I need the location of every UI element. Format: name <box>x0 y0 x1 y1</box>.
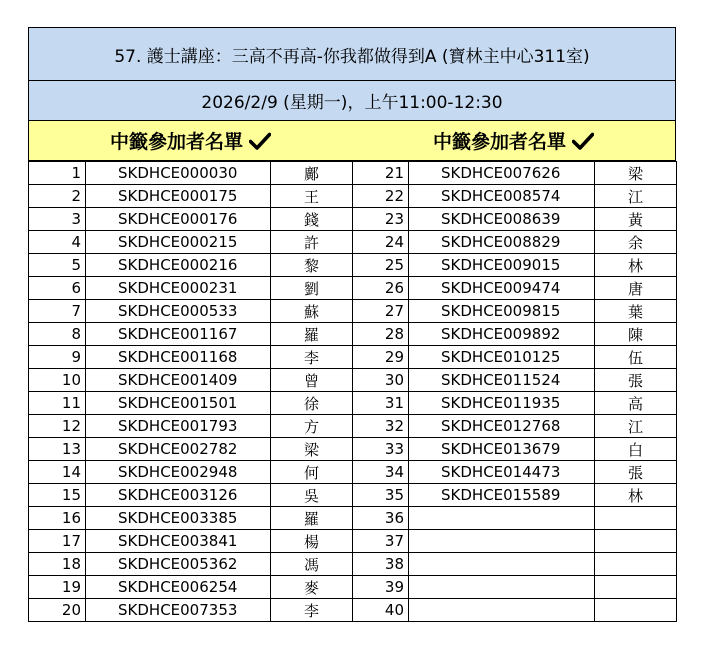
left-entry-number: 17 <box>29 530 86 553</box>
left-entry-id: SKDHCE001793 <box>86 415 271 438</box>
right-entry-surname: 陳 <box>595 323 677 346</box>
right-entry-surname: 林 <box>595 254 677 277</box>
left-entry-surname: 蘇 <box>271 300 353 323</box>
right-entry-surname: 江 <box>595 185 677 208</box>
left-entry-number: 10 <box>29 369 86 392</box>
right-entry-id: SKDHCE008574 <box>409 185 595 208</box>
table-row <box>29 323 677 346</box>
left-entry-number: 5 <box>29 254 86 277</box>
left-entry-number: 15 <box>29 484 86 507</box>
table-row <box>29 507 677 530</box>
left-list-header-label: 中籤參加者名單 <box>109 131 243 153</box>
right-entry-number: 35 <box>353 484 409 507</box>
left-entry-id: SKDHCE002782 <box>86 438 271 461</box>
left-entry-number: 8 <box>29 323 86 346</box>
checkmark-icon <box>249 132 271 150</box>
left-entry-surname: 梁 <box>271 438 353 461</box>
right-entry-id: SKDHCE014473 <box>409 461 595 484</box>
left-entry-id: SKDHCE000176 <box>86 208 271 231</box>
right-entry-id <box>409 530 595 553</box>
left-entry-id: SKDHCE003841 <box>86 530 271 553</box>
right-entry-number: 25 <box>353 254 409 277</box>
left-entry-number: 19 <box>29 576 86 599</box>
right-entry-surname: 唐 <box>595 277 677 300</box>
right-entry-surname: 林 <box>595 484 677 507</box>
right-entry-id <box>409 507 595 530</box>
left-entry-number: 14 <box>29 461 86 484</box>
left-entry-surname: 馮 <box>271 553 353 576</box>
table-row <box>29 599 677 622</box>
left-entry-id: SKDHCE003126 <box>86 484 271 507</box>
right-entry-number: 30 <box>353 369 409 392</box>
left-entry-surname: 劉 <box>271 277 353 300</box>
right-entry-surname: 余 <box>595 231 677 254</box>
right-entry-number: 33 <box>353 438 409 461</box>
right-entry-id: SKDHCE008829 <box>409 231 595 254</box>
left-entry-id: SKDHCE005362 <box>86 553 271 576</box>
right-entry-id: SKDHCE009815 <box>409 300 595 323</box>
left-entry-number: 9 <box>29 346 86 369</box>
right-entry-surname <box>595 576 677 599</box>
left-entry-surname: 方 <box>271 415 353 438</box>
right-entry-id: SKDHCE010125 <box>409 346 595 369</box>
left-entry-number: 18 <box>29 553 86 576</box>
left-entry-id: SKDHCE000231 <box>86 277 271 300</box>
table-row <box>29 576 677 599</box>
left-entry-id: SKDHCE001501 <box>86 392 271 415</box>
right-entry-number: 27 <box>353 300 409 323</box>
left-entry-id: SKDHCE003385 <box>86 507 271 530</box>
right-entry-surname: 葉 <box>595 300 677 323</box>
right-entry-number: 22 <box>353 185 409 208</box>
left-entry-id: SKDHCE006254 <box>86 576 271 599</box>
right-entry-number: 39 <box>353 576 409 599</box>
right-entry-id <box>409 553 595 576</box>
left-entry-id: SKDHCE001409 <box>86 369 271 392</box>
table-row <box>29 461 677 484</box>
right-entry-surname: 梁 <box>595 162 677 185</box>
left-entry-id: SKDHCE000175 <box>86 185 271 208</box>
left-entry-number: 1 <box>29 162 86 185</box>
left-entry-number: 11 <box>29 392 86 415</box>
right-entry-id: SKDHCE011935 <box>409 392 595 415</box>
table-row <box>29 369 677 392</box>
right-entry-id: SKDHCE007626 <box>409 162 595 185</box>
left-entry-id: SKDHCE000030 <box>86 162 271 185</box>
right-entry-surname: 張 <box>595 461 677 484</box>
left-entry-surname: 羅 <box>271 323 353 346</box>
left-list-header <box>29 121 352 160</box>
table-row <box>29 346 677 369</box>
left-entry-surname: 黎 <box>271 254 353 277</box>
table-row <box>29 162 677 185</box>
left-entry-number: 6 <box>29 277 86 300</box>
right-entry-id: SKDHCE015589 <box>409 484 595 507</box>
right-entry-id <box>409 576 595 599</box>
participant-list-sheet <box>28 27 676 622</box>
right-entry-surname: 高 <box>595 392 677 415</box>
right-entry-surname: 張 <box>595 369 677 392</box>
left-entry-surname: 楊 <box>271 530 353 553</box>
left-entry-number: 16 <box>29 507 86 530</box>
event-datetime: 2026/2/9 (星期一)，上午11:00-12:30 <box>28 81 676 121</box>
table-row <box>29 530 677 553</box>
left-entry-number: 20 <box>29 599 86 622</box>
table-row <box>29 415 677 438</box>
right-entry-number: 36 <box>353 507 409 530</box>
left-entry-surname: 李 <box>271 599 353 622</box>
right-list-header-label: 中籤參加者名單 <box>432 131 566 153</box>
left-entry-surname: 徐 <box>271 392 353 415</box>
left-entry-surname: 吳 <box>271 484 353 507</box>
right-entry-id: SKDHCE008639 <box>409 208 595 231</box>
table-row <box>29 300 677 323</box>
left-entry-surname: 李 <box>271 346 353 369</box>
left-entry-surname: 錢 <box>271 208 353 231</box>
right-entry-number: 23 <box>353 208 409 231</box>
right-entry-number: 24 <box>353 231 409 254</box>
left-entry-id: SKDHCE001167 <box>86 323 271 346</box>
table-row <box>29 484 677 507</box>
left-entry-id: SKDHCE000533 <box>86 300 271 323</box>
left-entry-surname: 曾 <box>271 369 353 392</box>
right-entry-number: 32 <box>353 415 409 438</box>
left-entry-number: 2 <box>29 185 86 208</box>
left-entry-number: 12 <box>29 415 86 438</box>
left-entry-id: SKDHCE007353 <box>86 599 271 622</box>
right-entry-number: 40 <box>353 599 409 622</box>
left-entry-number: 4 <box>29 231 86 254</box>
right-entry-id <box>409 599 595 622</box>
right-entry-number: 29 <box>353 346 409 369</box>
left-entry-surname: 何 <box>271 461 353 484</box>
right-entry-number: 38 <box>353 553 409 576</box>
right-entry-surname: 白 <box>595 438 677 461</box>
right-list-header <box>352 121 675 160</box>
right-entry-id: SKDHCE012768 <box>409 415 595 438</box>
right-entry-number: 26 <box>353 277 409 300</box>
right-entry-surname: 江 <box>595 415 677 438</box>
right-entry-surname <box>595 599 677 622</box>
left-entry-number: 7 <box>29 300 86 323</box>
right-entry-number: 21 <box>353 162 409 185</box>
left-entry-number: 3 <box>29 208 86 231</box>
right-entry-surname <box>595 553 677 576</box>
right-entry-surname: 黃 <box>595 208 677 231</box>
right-entry-surname <box>595 507 677 530</box>
left-entry-id: SKDHCE001168 <box>86 346 271 369</box>
left-entry-id: SKDHCE002948 <box>86 461 271 484</box>
right-entry-id: SKDHCE009892 <box>409 323 595 346</box>
right-entry-surname <box>595 530 677 553</box>
checkmark-icon <box>572 132 594 150</box>
left-entry-number: 13 <box>29 438 86 461</box>
right-entry-id: SKDHCE011524 <box>409 369 595 392</box>
table-row <box>29 231 677 254</box>
left-entry-surname: 王 <box>271 185 353 208</box>
list-header-row <box>28 121 676 161</box>
right-entry-id: SKDHCE009474 <box>409 277 595 300</box>
table-row <box>29 392 677 415</box>
right-entry-number: 31 <box>353 392 409 415</box>
right-entry-id: SKDHCE013679 <box>409 438 595 461</box>
left-entry-id: SKDHCE000216 <box>86 254 271 277</box>
left-entry-surname: 許 <box>271 231 353 254</box>
right-entry-id: SKDHCE009015 <box>409 254 595 277</box>
right-entry-surname: 伍 <box>595 346 677 369</box>
participant-table <box>28 161 677 622</box>
table-row <box>29 208 677 231</box>
left-entry-surname: 鄺 <box>271 162 353 185</box>
right-entry-number: 34 <box>353 461 409 484</box>
left-entry-id: SKDHCE000215 <box>86 231 271 254</box>
event-title: 57. 護士講座：三高不再高-你我都做得到A (寶林主中心311室) <box>28 27 676 81</box>
table-row <box>29 438 677 461</box>
left-entry-surname: 麥 <box>271 576 353 599</box>
table-row <box>29 553 677 576</box>
right-entry-number: 28 <box>353 323 409 346</box>
table-row <box>29 254 677 277</box>
table-row <box>29 277 677 300</box>
table-row <box>29 185 677 208</box>
right-entry-number: 37 <box>353 530 409 553</box>
left-entry-surname: 羅 <box>271 507 353 530</box>
